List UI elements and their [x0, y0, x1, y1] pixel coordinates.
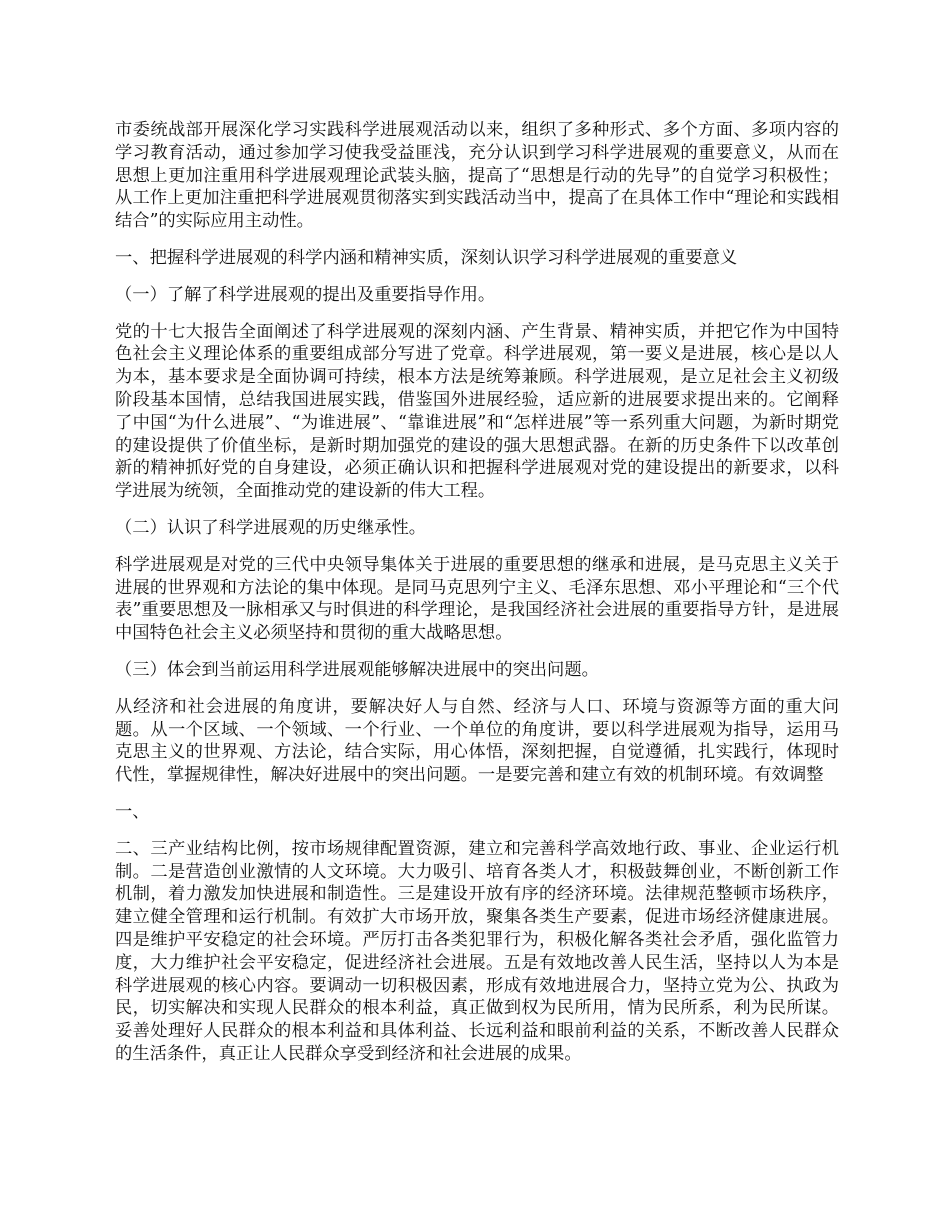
subheading-2: （二）认识了科学进展观的历史继承性。 [115, 517, 427, 538]
paragraph-3: 从经济和社会进展的角度讲，要解决好人与自然、经济与人口、环境与资源等方面的重大问题。从一个区域、一个领域、一个行业、一个单位的角度讲，要以科学进展观为指导，运用马克思主义的世界观、方法论，结合实际，用心体悟，深刻把握，自觉遵循，扎实践行，体现时代性，掌握规律性，解决好进展中的突出问题。一是要完善和建立有效的机制环境。有效调整 [115, 696, 839, 786]
paragraph-1: 党的十七大报告全面阐述了科学进展观的深刻内涵、产生背景、精神实质，并把它作为中国特色社会主义理论体系的重要组成部分写进了党章。科学进展观，第一要义是进展，核心是以人为本，基本要求是全面协调可持续，根本方法是统筹兼顾。科学进展观，是立足社会主义初级阶段基本国情，总结我国进展实践，借鉴国外进展经验，适应新的进展要求提出来的。它阐释了中国“为什么进展”、“为谁进展”、“靠谁进展”和“怎样进展”等一系列重大问题，为新时期党的建设提供了价值坐标，是新时期加强党的建设的强大思想武器。在新的历史条件下以改革创新的精神抓好党的自身建设，必须正确认识和把握科学进展观对党的建设提出的新要求，以科学进展为统领，全面推动党的建设新的伟大工程。 [115, 321, 839, 502]
document-body [115, 119, 839, 1080]
list-marker-one: 一、 [115, 801, 150, 822]
paragraph-4: 二、三产业结构比例，按市场规律配置资源，建立和完善科学高效地行政、事业、企业运行机制。二是营造创业激情的人文环境。大力吸引、培育各类人才，积极鼓舞创业，不断创新工作机制，着力激发加快进展和制造性。三是建设开放有序的经济环境。法律规范整顿市场秩序，建立健全管理和运行机制。有效扩大市场开放，聚集各类生产要素，促进市场经济健康进展。四是维护平安稳定的社会环境。严厉打击各类犯罪行为，积极化解各类社会矛盾，强化监管力度，大力维护社会平安稳定，促进经济社会进展。五是有效地改善人民生活，坚持以人为本是科学进展观的核心内容。要调动一切积极因素，形成有效地进展合力，坚持立党为公、执政为民，切实解决和实现人民群众的根本利益，真正做到权为民所用，情为民所系，利为民所谋。妥善处理好人民群众的根本利益和具体利益、长远利益和眼前利益的关系，不断改善人民群众的生活条件，真正让人民群众享受到经济和社会进展的成果。 [115, 838, 839, 1064]
paragraph-2: 科学进展观是对党的三代中央领导集体关于进展的重要思想的继承和进展，是马克思主义关于进展的世界观和方法论的集中体现。是同马克思列宁主义、毛泽东思想、邓小平理论和“三个代表”重要思想及一脉相承又与时俱进的科学理论，是我国经济社会进展的重要指导方针，是进展中国特色社会主义必须坚持和贯彻的重大战略思想。 [115, 554, 839, 644]
intro-paragraph: 市委统战部开展深化学习实践科学进展观活动以来，组织了多种形式、多个方面、多项内容的学习教育活动，通过参加学习使我受益匪浅，充分认识到学习科学进展观的重要意义，从而在思想上更加注重用科学进展观理论武装头脑，提高了“思想是行动的先导”的自觉学习积极性；从工作上更加注重把科学进展观贯彻落实到实践活动当中，提高了在具体工作中“理论和实践相结合”的实际应用主动性。 [115, 120, 839, 232]
section-heading-1: 一、把握科学进展观的科学内涵和精神实质，深刻认识学习科学进展观的重要意义 [115, 247, 738, 268]
subheading-1: （一）了解了科学进展观的提出及重要指导作用。 [115, 284, 496, 305]
subheading-3: （三）体会到当前运用科学进展观能够解决进展中的突出问题。 [115, 659, 599, 680]
